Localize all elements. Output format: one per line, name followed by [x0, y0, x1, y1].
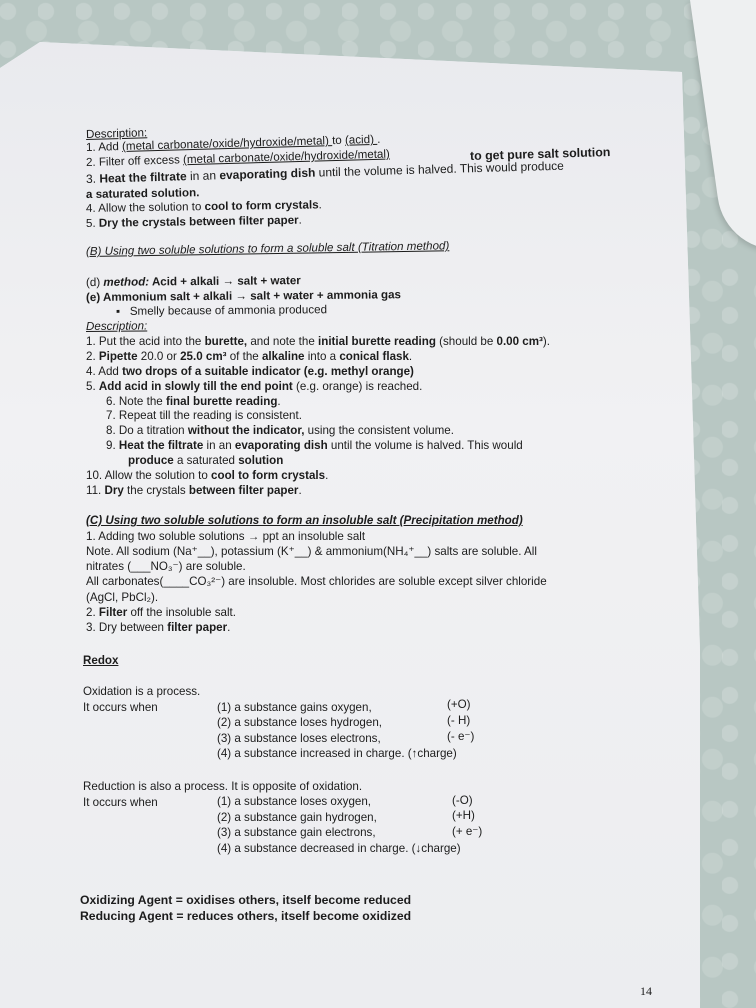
text: in an	[203, 439, 235, 452]
bold-text: Pipette	[98, 350, 138, 363]
oxidation-item: (3) a substance loses electrons,	[217, 732, 381, 745]
bold-text: Acid + alkali → salt + water	[149, 274, 301, 289]
bold-text: cool to form crystals	[211, 469, 326, 482]
reduction-item: (3) a substance gain electrons,	[217, 826, 376, 839]
oxidation-item: (1) a substance gains oxygen,	[217, 701, 372, 714]
bold-text: cool to form crystals	[204, 198, 319, 214]
bold-text: Heat the filtrate	[118, 439, 204, 452]
text: off the insoluble salt.	[127, 606, 236, 619]
note-line: Note. All sodium (Na⁺__), potassium (K⁺__) & ammonium(NH₄⁺__) salts are soluble. All	[86, 545, 537, 558]
text: until the volume is halved. This would	[327, 439, 523, 452]
step-line	[106, 395, 281, 409]
description-heading: Description:	[85, 126, 148, 141]
text: 2.	[86, 350, 99, 363]
reduction-item: (1) a substance loses oxygen,	[217, 795, 372, 808]
text: .	[298, 484, 302, 497]
text: .	[377, 132, 381, 146]
text: 6. Note the	[106, 395, 166, 408]
note-line: (AgCl, PbCl₂).	[86, 591, 159, 604]
text: 5.	[85, 216, 99, 230]
fill-blank: (metal carbonate/oxide/hydroxide/metal)	[121, 134, 333, 153]
section-b-title: (B) Using two soluble solutions to form a soluble salt (Titration method)	[85, 239, 450, 258]
text: into a	[304, 350, 340, 363]
step-line	[86, 214, 302, 231]
text: (d)	[85, 275, 104, 289]
text: (e.g. orange) is reached.	[292, 380, 423, 393]
text: 4. Add	[86, 365, 123, 378]
text: 11.	[86, 484, 105, 497]
bold-text: solution	[238, 454, 284, 467]
step-line: 7. Repeat till the reading is consistent.	[106, 409, 302, 422]
note-line: All carbonates(____CO₃²⁻) are insoluble. Most chlorides are soluble except silver chloride	[86, 575, 547, 588]
bold-text: conical flask	[339, 350, 409, 363]
bold-text: between filter paper	[188, 484, 299, 497]
bold-text: produce	[128, 454, 174, 467]
oxidizing-agent: Oxidizing Agent = oxidises others, itself become reduced	[80, 893, 412, 907]
text: a saturated	[173, 454, 239, 467]
text: 1. Put the acid into the	[86, 335, 205, 348]
step-line	[86, 621, 230, 635]
step-line	[86, 469, 328, 483]
bold-text: Filter	[98, 606, 128, 619]
bold-text: filter paper	[167, 621, 228, 634]
text: until the volume is halved. This would produce	[315, 158, 565, 180]
bold-text: 25.0 cm³	[180, 350, 227, 363]
step-line	[86, 365, 414, 379]
step-line	[86, 606, 236, 620]
step-line: 1. Adding two soluble solutions → ppt an insoluble salt	[86, 530, 366, 543]
fill-blank: (metal carbonate/oxide/hydroxide/metal)	[182, 147, 391, 167]
reduction-sign: (-O)	[452, 794, 473, 807]
bold-text: Dry the crystals between filter paper	[98, 213, 299, 230]
bold-text: Add acid in slowly till the end point	[98, 380, 293, 393]
bullet-icon: ▪	[115, 304, 121, 318]
step-line	[86, 350, 412, 364]
fill-blank: (acid)	[344, 132, 378, 147]
method-e: (e) Ammonium salt + alkali → salt + water + ammonia gas	[85, 288, 402, 304]
text: 20.0 or	[137, 350, 181, 363]
text: (should be	[435, 335, 497, 348]
text: 2. Filter off excess	[85, 153, 184, 169]
text: 3.	[85, 171, 100, 186]
text: 9.	[106, 439, 119, 452]
text: 4. Allow the solution to	[85, 200, 205, 215]
bold-text: initial burette reading	[318, 335, 436, 348]
bold-text: two drops of a suitable indicator (e.g. methyl orange)	[122, 365, 414, 378]
text: .	[298, 213, 302, 227]
text: .	[277, 395, 281, 408]
page-number: 14	[640, 984, 652, 998]
text: 1. Add	[85, 139, 123, 154]
bold-text: final burette reading	[165, 395, 278, 408]
step-line	[106, 424, 454, 438]
reduction-sign: (+H)	[452, 809, 475, 822]
oxidation-occurs: It occurs when	[83, 701, 158, 714]
oxidation-item: (4) a substance increased in charge. (↑charge)	[217, 747, 457, 760]
text: 8. Do a titration	[106, 424, 188, 437]
step-line	[86, 380, 422, 394]
text: in an	[186, 168, 220, 184]
bold-text: without the indicator,	[187, 424, 305, 437]
reduction-intro: Reduction is also a process. It is opposite of oxidation.	[83, 780, 363, 793]
bold-text: Dry	[104, 484, 124, 497]
redox-title: Redox	[83, 654, 119, 667]
text: of the	[226, 350, 262, 363]
step-line-end: to get pure salt solution	[469, 145, 611, 163]
bold-text: evaporating dish	[234, 439, 328, 452]
section-c-title: (C) Using two soluble solutions to form an insoluble salt (Precipitation method)	[86, 514, 523, 527]
text: using the consistent volume.	[304, 424, 454, 437]
step-line: a saturated solution.	[85, 186, 200, 201]
description-heading-2: Description:	[85, 319, 148, 333]
method-d	[86, 274, 301, 290]
reduction-sign: (+ e⁻)	[452, 825, 483, 838]
step-line	[86, 484, 302, 498]
text: 5.	[86, 380, 99, 393]
oxidation-item: (2) a substance loses hydrogen,	[217, 716, 382, 729]
oxidation-intro: Oxidation is a process.	[83, 685, 201, 698]
text: to	[331, 133, 346, 148]
text: .	[325, 469, 329, 482]
text: 3. Dry between	[86, 621, 168, 634]
reducing-agent: Reducing Agent = reduces others, itself become oxidized	[80, 909, 412, 923]
text: ).	[542, 335, 551, 348]
bold-text: method:	[103, 275, 150, 289]
bold-text: Heat the filtrate	[99, 169, 187, 186]
text: 10. Allow the solution to	[86, 469, 212, 482]
reduction-item: (4) a substance decreased in charge. (↓charge)	[217, 842, 461, 855]
step-line	[86, 335, 550, 349]
text: .	[408, 350, 413, 363]
text: 2.	[86, 606, 99, 619]
text: .	[227, 621, 231, 634]
bullet-line	[116, 303, 327, 319]
bold-text: alkaline	[261, 350, 305, 363]
oxidation-sign: (+O)	[447, 698, 471, 711]
reduction-item: (2) a substance gain hydrogen,	[217, 811, 377, 824]
note-line: nitrates (___NO₃⁻) are soluble.	[86, 560, 246, 573]
text: and note the	[247, 335, 319, 348]
step-line	[128, 454, 283, 468]
bold-text: 0.00 cm³	[496, 335, 543, 348]
bold-text: evaporating dish	[219, 165, 316, 183]
oxidation-sign: (- H)	[447, 714, 471, 727]
text: .	[318, 198, 322, 212]
oxidation-sign: (- e⁻)	[447, 730, 475, 743]
bold-text: burette,	[204, 335, 248, 348]
text: the crystals	[123, 484, 189, 497]
text: Smelly because of ammonia produced	[129, 303, 328, 318]
reduction-occurs: It occurs when	[83, 796, 158, 809]
step-line	[106, 439, 523, 453]
